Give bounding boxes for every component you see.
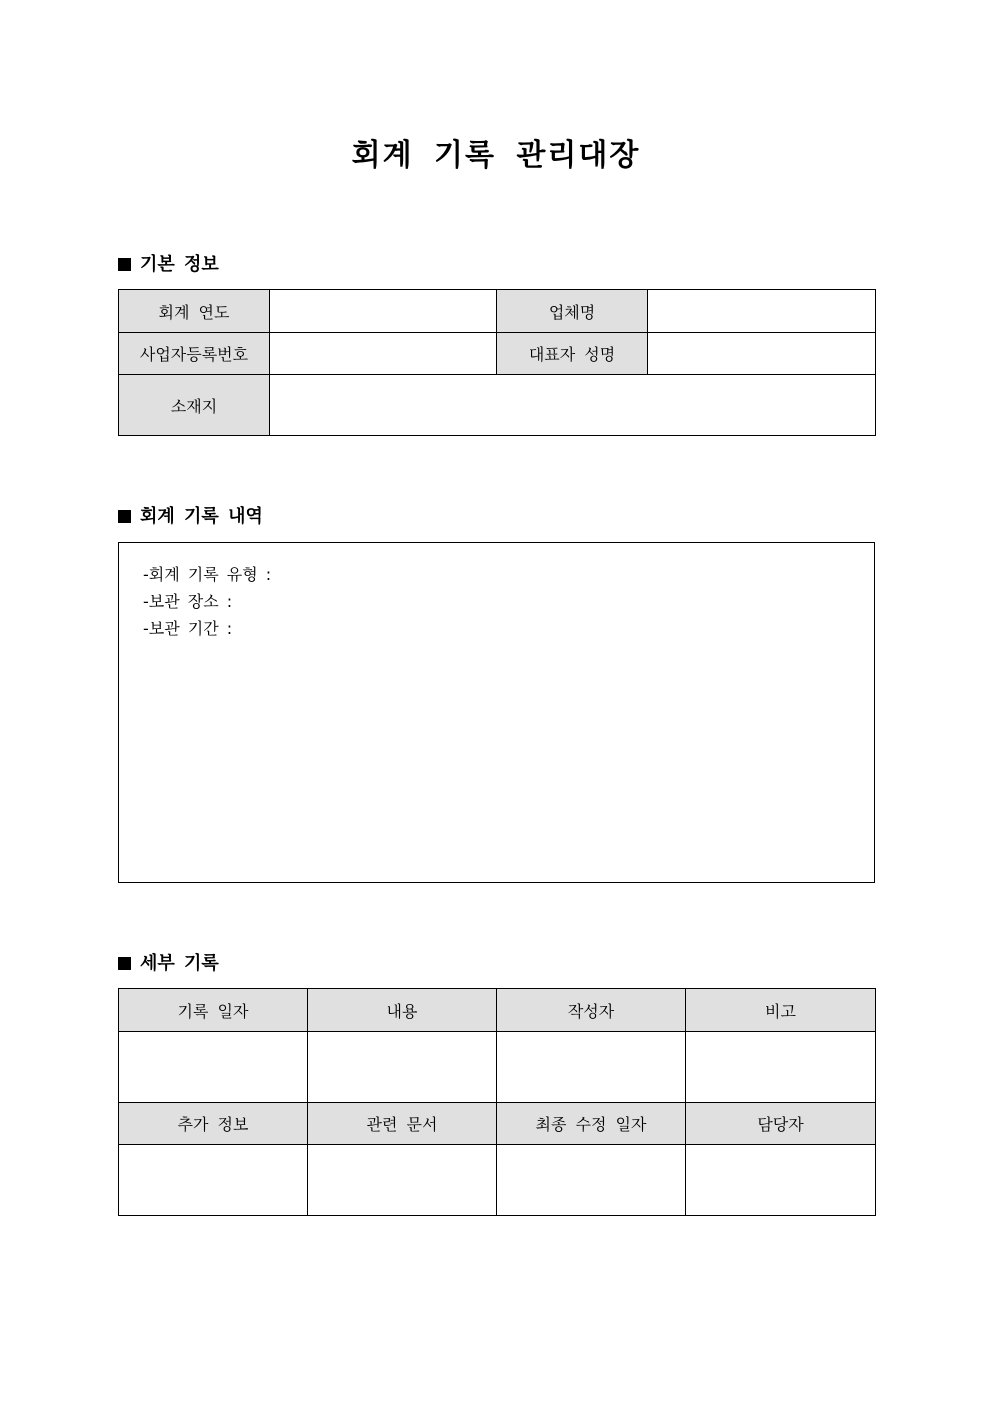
retention-period-line: -보관 기간 :: [143, 619, 233, 638]
section-heading-records: [118, 504, 263, 530]
related-documents-field[interactable]: [308, 1145, 497, 1216]
section-heading-text: 회계 기록 내역: [140, 506, 263, 527]
detail-records-table: [118, 988, 876, 1216]
business-registration-label: 사업자등록번호: [119, 333, 270, 375]
section-heading-basic-info: [118, 252, 219, 278]
header-author: 작성자: [497, 989, 686, 1032]
business-registration-field[interactable]: [270, 333, 497, 375]
header-related-documents: 관련 문서: [308, 1103, 497, 1145]
section-heading-text: 기본 정보: [140, 254, 219, 275]
header-person-in-charge: 담당자: [686, 1103, 876, 1145]
content-field[interactable]: [308, 1032, 497, 1103]
fiscal-year-field[interactable]: [270, 290, 497, 333]
additional-info-field[interactable]: [119, 1145, 308, 1216]
author-field[interactable]: [497, 1032, 686, 1103]
company-name-label: 업체명: [497, 290, 648, 333]
storage-location-line: -보관 장소 :: [143, 592, 233, 611]
representative-name-field[interactable]: [648, 333, 876, 375]
address-label: 소재지: [119, 375, 270, 436]
document-title: 회계 기록 관리대장: [351, 138, 641, 173]
record-date-field[interactable]: [119, 1032, 308, 1103]
header-last-modified-date: 최종 수정 일자: [497, 1103, 686, 1145]
header-remarks: 비고: [686, 989, 876, 1032]
record-type-line: -회계 기록 유형 :: [143, 565, 272, 584]
records-content-lines: [143, 561, 271, 642]
section-heading-details: [118, 951, 219, 977]
square-bullet-icon: [118, 258, 131, 271]
basic-info-table: [118, 289, 876, 436]
company-name-field[interactable]: [648, 290, 876, 333]
representative-name-label: 대표자 성명: [497, 333, 648, 375]
person-in-charge-field[interactable]: [686, 1145, 876, 1216]
section-heading-text: 세부 기록: [140, 953, 219, 974]
last-modified-date-field[interactable]: [497, 1145, 686, 1216]
header-content: 내용: [308, 989, 497, 1032]
square-bullet-icon: [118, 957, 131, 970]
square-bullet-icon: [118, 510, 131, 523]
remarks-field[interactable]: [686, 1032, 876, 1103]
address-field[interactable]: [270, 375, 876, 436]
fiscal-year-label: 회계 연도: [119, 290, 270, 333]
header-record-date: 기록 일자: [119, 989, 308, 1032]
header-additional-info: 추가 정보: [119, 1103, 308, 1145]
records-content-box[interactable]: [118, 542, 875, 883]
